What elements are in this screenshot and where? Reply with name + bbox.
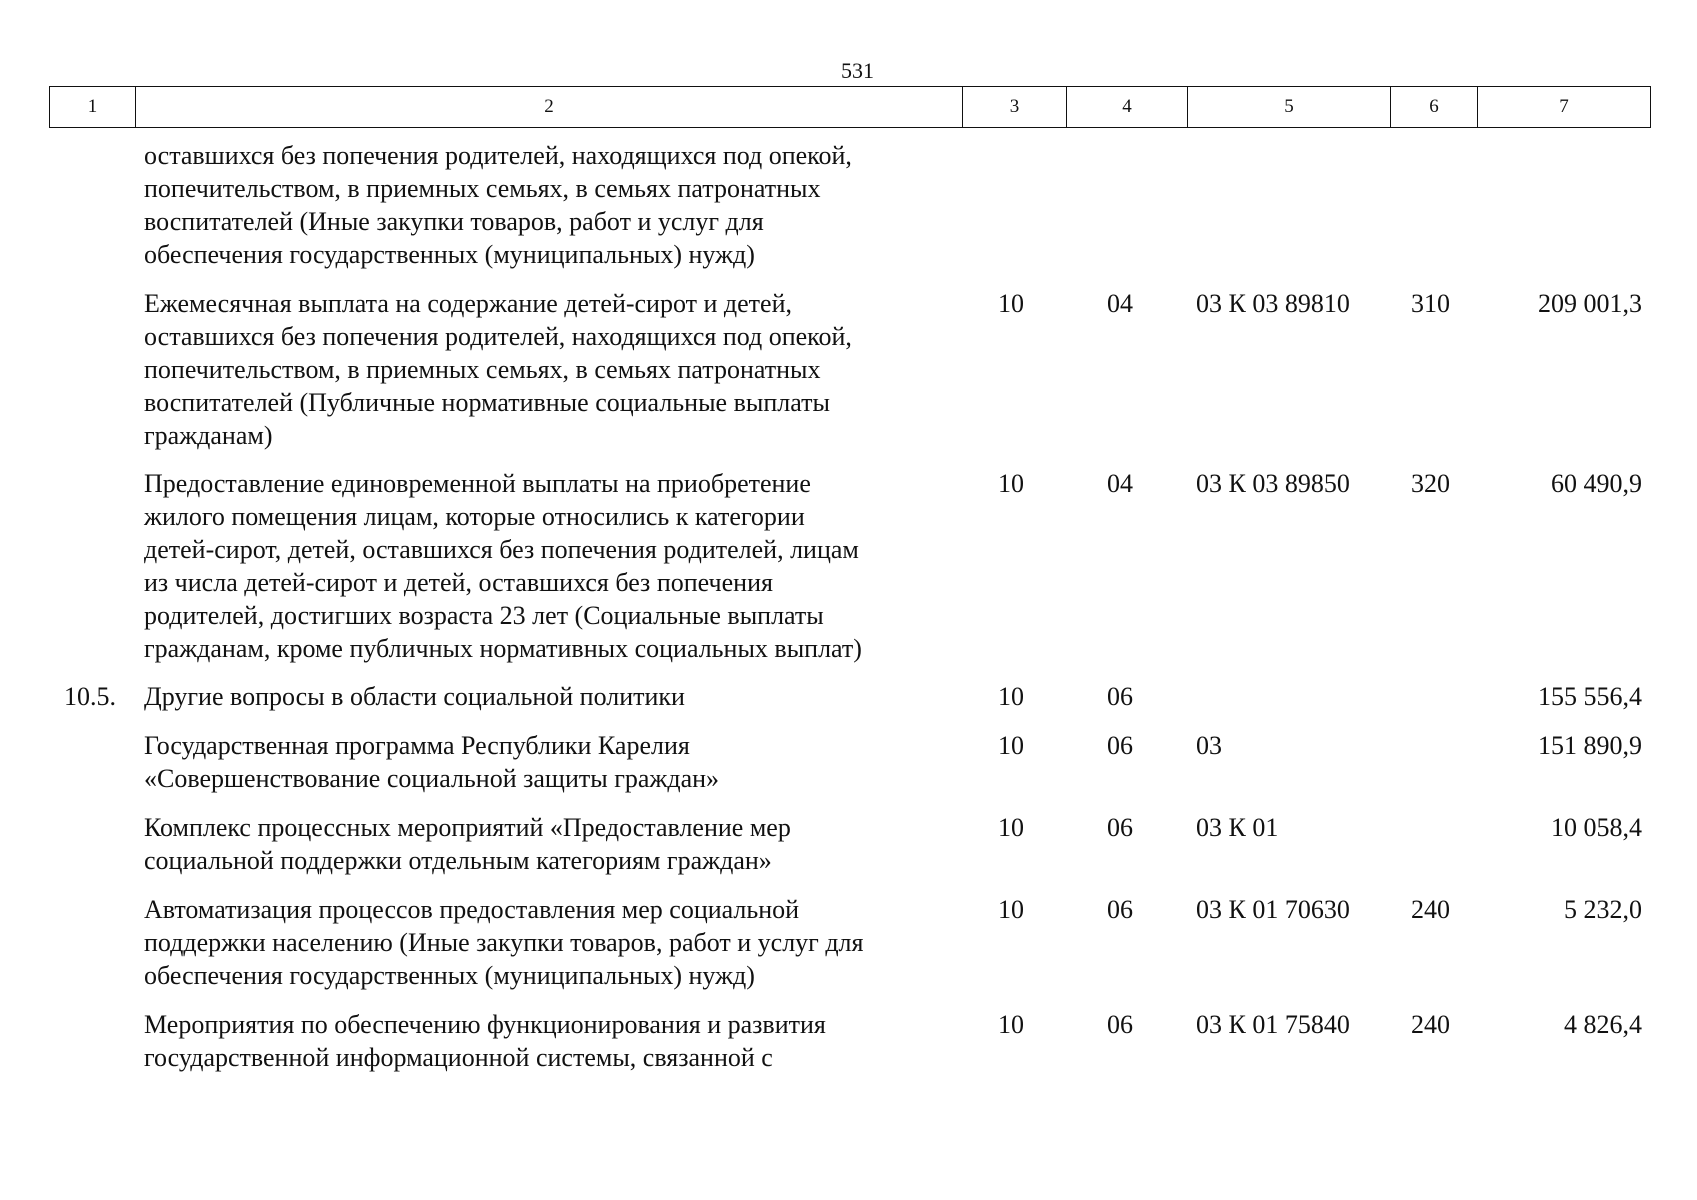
description-line: гражданам) bbox=[144, 421, 273, 450]
row-description bbox=[144, 893, 964, 992]
amount: 60 490,9 bbox=[1551, 469, 1642, 498]
expense-type-code: 320 bbox=[1411, 469, 1450, 498]
header-col-7: 7 bbox=[1478, 87, 1651, 128]
subsection-code: 04 bbox=[1107, 469, 1133, 498]
description-line: Мероприятия по обеспечению функционирования и развития bbox=[144, 1010, 826, 1039]
expense-type-code: 240 bbox=[1411, 1010, 1450, 1039]
row-description bbox=[144, 680, 964, 713]
target-item-code: 03 К 01 bbox=[1196, 813, 1279, 842]
description-line: воспитателей (Публичные нормативные социальные выплаты bbox=[144, 388, 830, 417]
section-code: 10 bbox=[998, 731, 1024, 760]
section-code: 10 bbox=[998, 289, 1024, 318]
subsection-code: 06 bbox=[1107, 813, 1133, 842]
row-description bbox=[144, 1008, 964, 1074]
description-line: Другие вопросы в области социальной политики bbox=[144, 682, 685, 711]
description-line: из числа детей-сирот и детей, оставшихся без попечения bbox=[144, 568, 773, 597]
row-description bbox=[144, 467, 964, 665]
subsection-code: 06 bbox=[1107, 682, 1133, 711]
description-line: воспитателей (Иные закупки товаров, работ и услуг для bbox=[144, 207, 764, 236]
target-item-code: 03 К 03 89850 bbox=[1196, 469, 1350, 498]
amount: 4 826,4 bbox=[1564, 1010, 1642, 1039]
row-description bbox=[144, 729, 964, 795]
description-line: оставшихся без попечения родителей, находящихся под опекой, bbox=[144, 141, 852, 170]
section-code: 10 bbox=[998, 895, 1024, 924]
amount: 10 058,4 bbox=[1551, 813, 1642, 842]
description-line: Ежемесячная выплата на содержание детей-сирот и детей, bbox=[144, 289, 792, 318]
amount: 5 232,0 bbox=[1564, 895, 1642, 924]
description-line: государственной информационной системы, связанной с bbox=[144, 1043, 773, 1072]
page-number: 531 bbox=[841, 58, 874, 83]
row-description bbox=[144, 139, 964, 271]
description-line: попечительством, в приемных семьях, в семьях патронатных bbox=[144, 174, 821, 203]
header-col-6: 6 bbox=[1391, 87, 1478, 128]
header-col-5: 5 bbox=[1188, 87, 1391, 128]
description-line: оставшихся без попечения родителей, находящихся под опекой, bbox=[144, 322, 852, 351]
section-code: 10 bbox=[998, 1010, 1024, 1039]
description-line: жилого помещения лицам, которые относились к категории bbox=[144, 502, 805, 531]
amount: 155 556,4 bbox=[1538, 682, 1642, 711]
expense-type-code: 240 bbox=[1411, 895, 1450, 924]
header-col-4: 4 bbox=[1067, 87, 1188, 128]
description-line: поддержки населению (Иные закупки товаров, работ и услуг для bbox=[144, 928, 864, 957]
description-line: детей-сирот, детей, оставшихся без попечения родителей, лицам bbox=[144, 535, 859, 564]
target-item-code: 03 К 01 70630 bbox=[1196, 895, 1350, 924]
header-col-1: 1 bbox=[50, 87, 136, 128]
description-line: попечительством, в приемных семьях, в семьях патронатных bbox=[144, 355, 821, 384]
target-item-code: 03 bbox=[1196, 731, 1222, 760]
header-col-2: 2 bbox=[136, 87, 963, 128]
target-item-code: 03 К 03 89810 bbox=[1196, 289, 1350, 318]
subsection-code: 06 bbox=[1107, 1010, 1133, 1039]
header-col-3: 3 bbox=[963, 87, 1067, 128]
description-line: Предоставление единовременной выплаты на приобретение bbox=[144, 469, 811, 498]
row-number: 10.5. bbox=[64, 682, 116, 711]
section-code: 10 bbox=[998, 682, 1024, 711]
target-item-code: 03 К 01 75840 bbox=[1196, 1010, 1350, 1039]
description-line: родителей, достигших возраста 23 лет (Социальные выплаты bbox=[144, 601, 824, 630]
subsection-code: 06 bbox=[1107, 895, 1133, 924]
description-line: социальной поддержки отдельным категориям граждан» bbox=[144, 846, 772, 875]
amount: 151 890,9 bbox=[1538, 731, 1642, 760]
expense-type-code: 310 bbox=[1411, 289, 1450, 318]
table-header bbox=[49, 86, 1651, 128]
description-line: гражданам, кроме публичных нормативных социальных выплат) bbox=[144, 634, 862, 663]
description-line: обеспечения государственных (муниципальных) нужд) bbox=[144, 961, 755, 990]
subsection-code: 04 bbox=[1107, 289, 1133, 318]
row-description bbox=[144, 811, 964, 877]
section-code: 10 bbox=[998, 813, 1024, 842]
section-code: 10 bbox=[998, 469, 1024, 498]
row-description bbox=[144, 287, 964, 452]
description-line: «Совершенствование социальной защиты граждан» bbox=[144, 764, 720, 793]
description-line: Комплекс процессных мероприятий «Предоставление мер bbox=[144, 813, 791, 842]
description-line: Автоматизация процессов предоставления мер социальной bbox=[144, 895, 800, 924]
subsection-code: 06 bbox=[1107, 731, 1133, 760]
amount: 209 001,3 bbox=[1538, 289, 1642, 318]
description-line: Государственная программа Республики Карелия bbox=[144, 731, 690, 760]
description-line: обеспечения государственных (муниципальных) нужд) bbox=[144, 240, 755, 269]
